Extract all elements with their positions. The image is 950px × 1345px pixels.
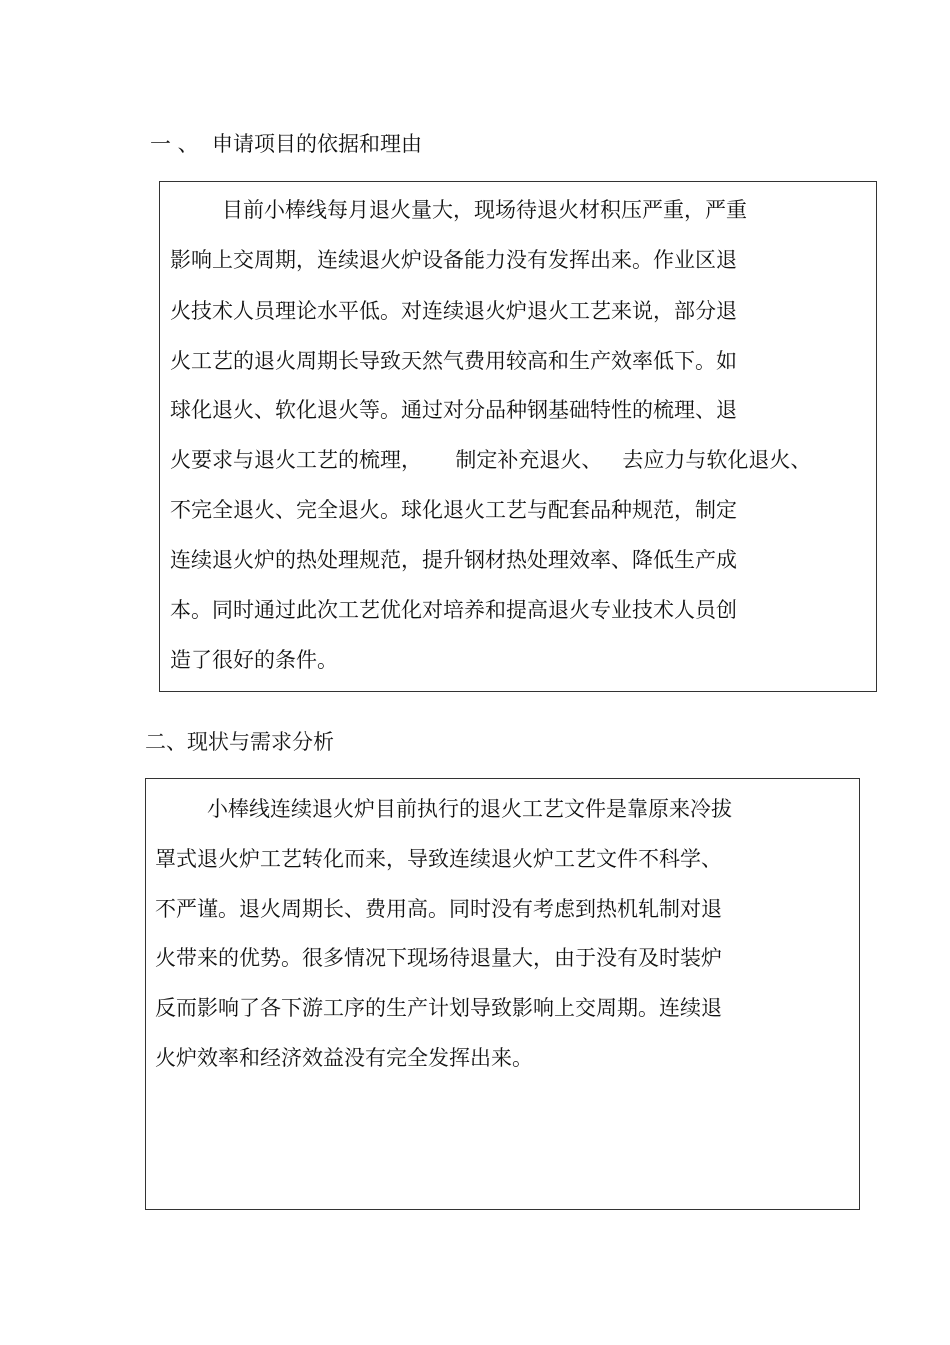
section-2-line-2: 罩式退火炉工艺转化而来，导致连续退火炉工艺文件不科学、 <box>155 847 722 871</box>
section-1-line-8: 连续退火炉的热处理规范，提升钢材热处理效率、降低生产成 <box>170 548 737 572</box>
section-2-line-6: 火炉效率和经济效益没有完全发挥出来。 <box>155 1046 533 1070</box>
section-2-line-3: 不严谨。退火周期长、费用高。同时没有考虑到热机轧制对退 <box>155 897 722 921</box>
section-2-line-5: 反而影响了各下游工序的生产计划导致影响上交周期。连续退 <box>155 996 722 1020</box>
section-1-line-9: 本。同时通过此次工艺优化对培养和提高退火专业技术人员创 <box>170 598 737 622</box>
section-2-line-1: 小棒线连续退火炉目前执行的退火工艺文件是靠原来冷拔 <box>207 797 732 821</box>
section-1-line-2: 影响上交周期，连续退火炉设备能力没有发挥出来。作业区退 <box>170 248 737 272</box>
section-1-line-6: 火要求与退火工艺的梳理， 制定补充退火、 去应力与软化退火、 <box>170 448 812 472</box>
section-1-line-3: 火技术人员理论水平低。对连续退火炉退火工艺来说，部分退 <box>170 299 737 323</box>
section-1-line-5: 球化退火、软化退火等。通过对分品种钢基础特性的梳理、退 <box>170 398 737 422</box>
section-2-line-4: 火带来的优势。很多情况下现场待退量大，由于没有及时装炉 <box>155 946 722 970</box>
section-1-line-1: 目前小棒线每月退火量大，现场待退火材积压严重，严重 <box>222 198 747 222</box>
section-1-line-10: 造了很好的条件。 <box>170 648 338 672</box>
section-1-heading: 一 、 申请项目的依据和理由 <box>150 132 423 156</box>
section-2-heading: 二、现状与需求分析 <box>145 730 334 754</box>
section-1-line-4: 火工艺的退火周期长导致天然气费用较高和生产效率低下。如 <box>170 349 737 373</box>
section-1-line-7: 不完全退火、完全退火。球化退火工艺与配套品种规范，制定 <box>170 498 737 522</box>
